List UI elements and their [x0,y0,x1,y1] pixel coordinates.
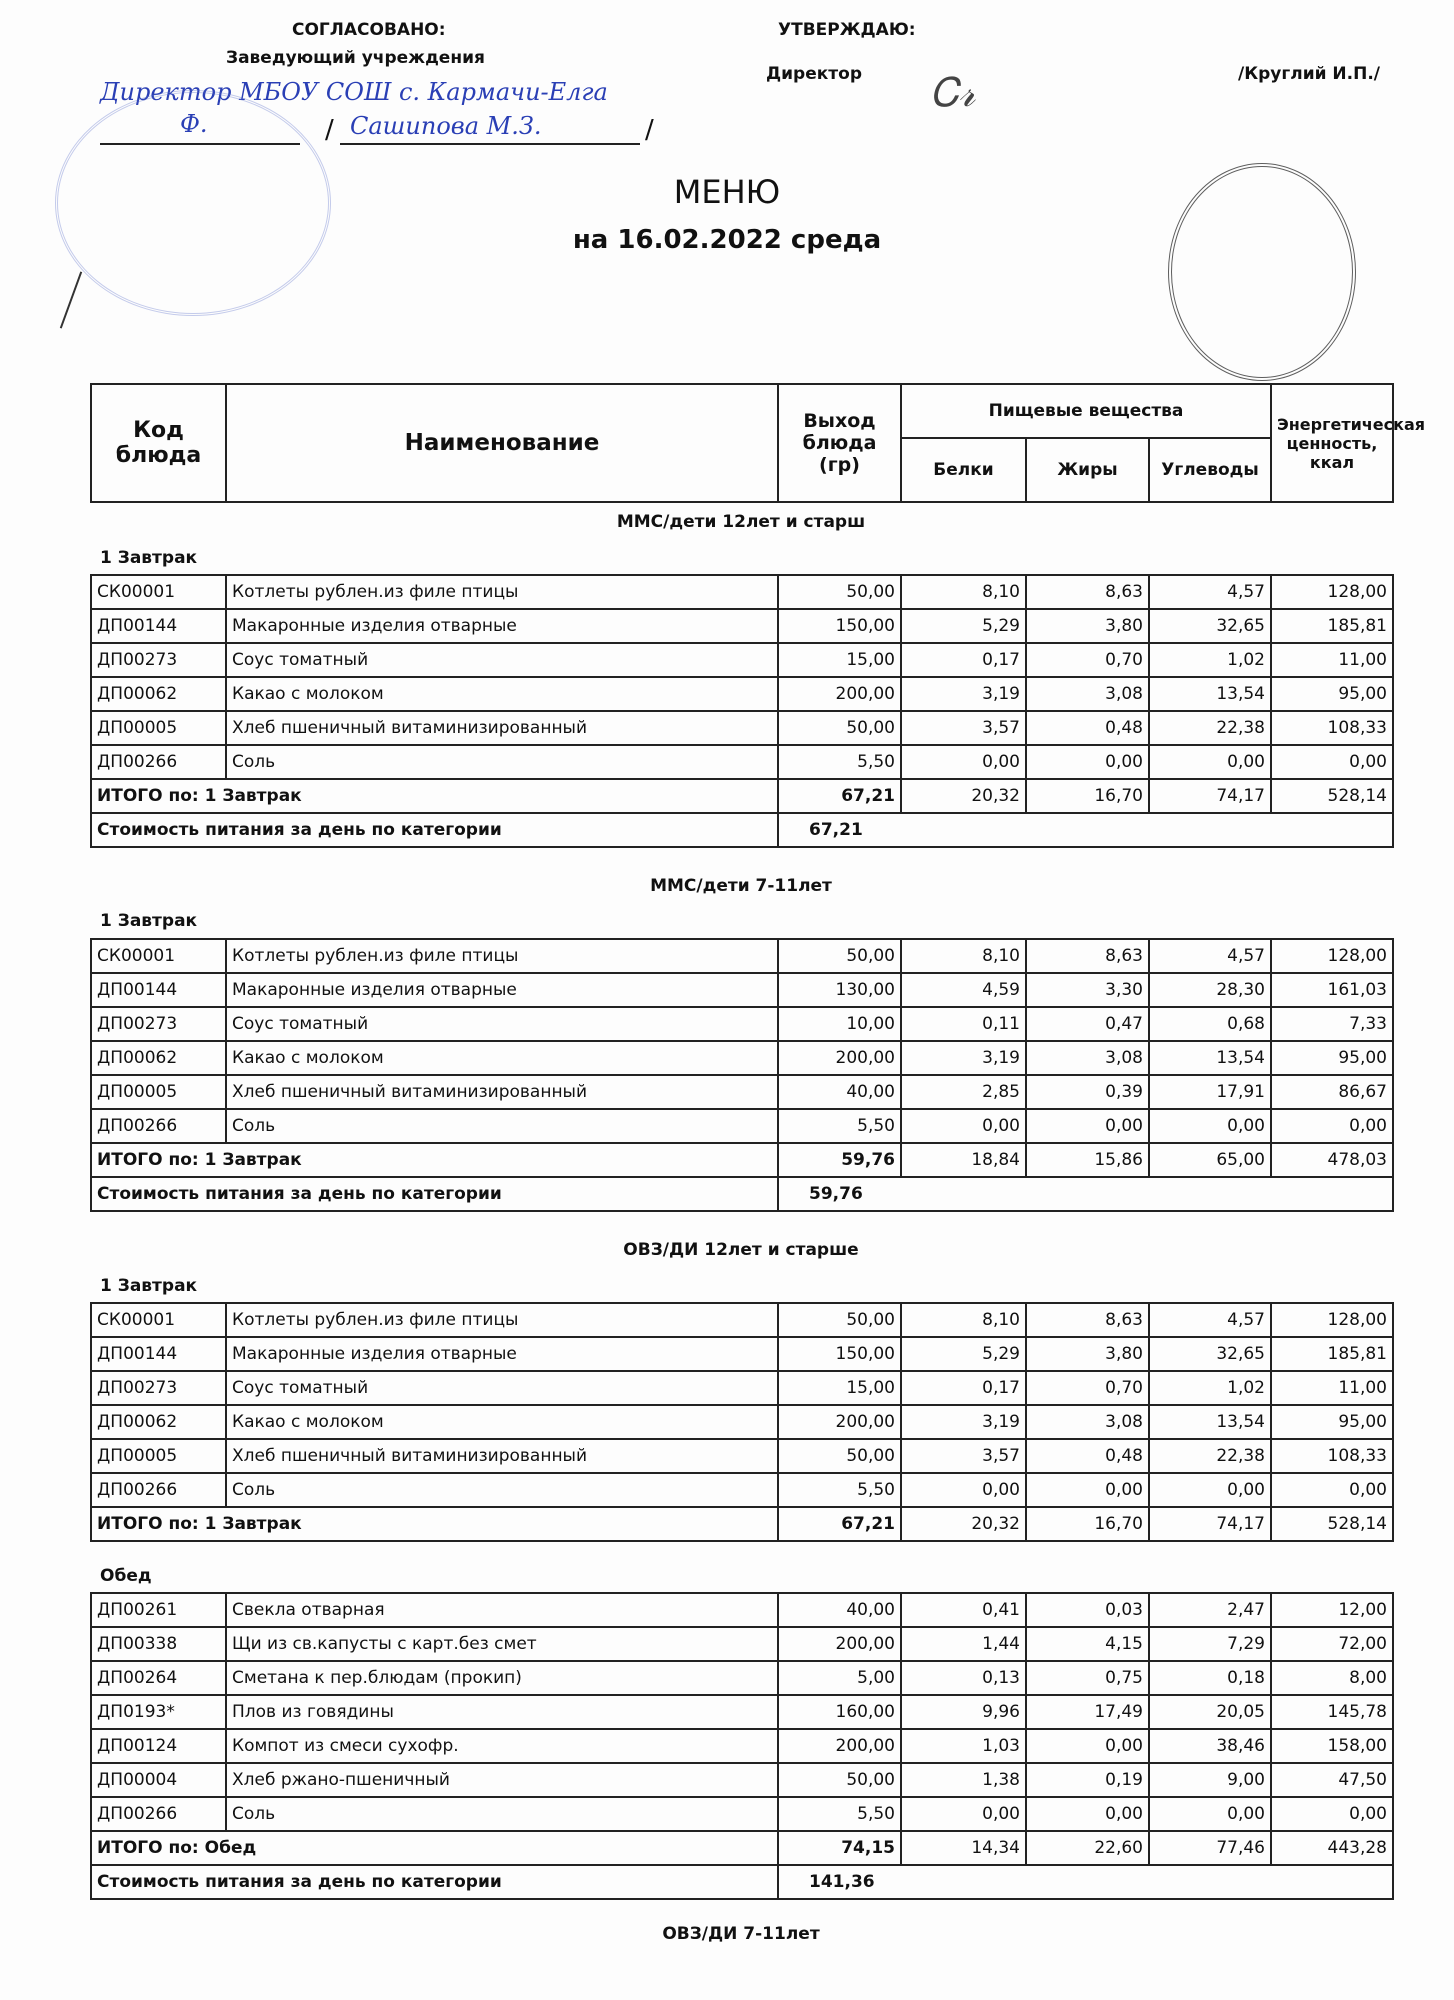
cell-proteins: 1,44 [901,1627,1026,1661]
cell-name: Котлеты рублен.из филе птицы [226,1303,778,1337]
table-row [91,1763,1393,1797]
cell-carbs: 0,00 [1149,1797,1271,1831]
cell-code: СК00001 [91,575,226,609]
cell-proteins: 1,03 [901,1729,1026,1763]
cell-yield: 200,00 [778,677,901,711]
cell-yield: 5,00 [778,1661,901,1695]
cell-carbs: 1,02 [1149,1371,1271,1405]
cell-carbs: 13,54 [1149,1405,1271,1439]
cell-code: ДП00266 [91,1473,226,1507]
cell-fats: 3,08 [1026,1405,1149,1439]
cell-proteins: 1,38 [901,1763,1026,1797]
total-energy: 528,14 [1271,1507,1393,1541]
table-row [91,1109,1393,1143]
cell-name: Хлеб ржано-пшеничный [226,1763,778,1797]
total-carbs: 65,00 [1149,1143,1271,1177]
cell-yield: 150,00 [778,1337,901,1371]
table-row [91,973,1393,1007]
cell-name: Какао с молоком [226,677,778,711]
cell-fats: 0,00 [1026,1473,1149,1507]
cell-proteins: 4,59 [901,973,1026,1007]
total-row [91,779,1393,813]
cell-energy: 72,00 [1271,1627,1393,1661]
cell-proteins: 0,41 [901,1593,1026,1627]
cell-name: Соус томатный [226,1007,778,1041]
table-row [91,1627,1393,1661]
slash-stroke [60,271,82,328]
table-row [91,1405,1393,1439]
cell-fats: 8,63 [1026,575,1149,609]
total-row [91,1831,1393,1865]
cost-label: Стоимость питания за день по категории [91,813,778,847]
cell-yield: 200,00 [778,1729,901,1763]
cell-code: ДП00261 [91,1593,226,1627]
cell-carbs: 22,38 [1149,1439,1271,1473]
approval-heading-left: СОГЛАСОВАНО: [292,20,446,40]
cell-yield: 200,00 [778,1627,901,1661]
cell-fats: 17,49 [1026,1695,1149,1729]
cell-name: Соус томатный [226,643,778,677]
cell-proteins: 0,00 [901,1109,1026,1143]
cell-proteins: 8,10 [901,1303,1026,1337]
cell-carbs: 22,38 [1149,711,1271,745]
cell-fats: 8,63 [1026,939,1149,973]
cost-row [91,1865,1393,1899]
meal-title: 1 Завтрак [100,911,198,931]
cell-energy: 0,00 [1271,745,1393,779]
cell-name: Хлеб пшеничный витаминизированный [226,711,778,745]
cell-proteins: 0,17 [901,643,1026,677]
table-body [91,1303,1393,1541]
col-name: Наименование [226,384,778,502]
cell-fats: 3,08 [1026,1041,1149,1075]
cell-fats: 0,70 [1026,643,1149,677]
cell-fats: 0,47 [1026,1007,1149,1041]
menu-table [90,1302,1394,1542]
approval-heading-right: УТВЕРЖДАЮ: [778,20,916,40]
signature-left: Ф. [180,110,208,138]
cell-energy: 185,81 [1271,1337,1393,1371]
cell-yield: 5,50 [778,745,901,779]
cell-yield: 150,00 [778,609,901,643]
cell-yield: 40,00 [778,1593,901,1627]
cost-label: Стоимость питания за день по категории [91,1865,778,1899]
table-body [91,939,1393,1211]
cell-fats: 0,19 [1026,1763,1149,1797]
cell-energy: 128,00 [1271,939,1393,973]
cost-value: 59,76 [778,1177,1393,1211]
cell-code: ДП00124 [91,1729,226,1763]
meal-title: 1 Завтрак [100,548,198,568]
cell-proteins: 3,57 [901,711,1026,745]
cell-proteins: 8,10 [901,575,1026,609]
cell-code: ДП00062 [91,1041,226,1075]
cost-value: 141,36 [778,1865,1393,1899]
cell-energy: 128,00 [1271,1303,1393,1337]
cell-energy: 161,03 [1271,973,1393,1007]
cell-yield: 5,50 [778,1109,901,1143]
cell-carbs: 4,57 [1149,575,1271,609]
cell-energy: 185,81 [1271,609,1393,643]
page-title: МЕНЮ [673,173,781,211]
cell-name: Свекла отварная [226,1593,778,1627]
cost-value: 67,21 [778,813,1393,847]
cell-name: Компот из смеси сухофр. [226,1729,778,1763]
total-carbs: 74,17 [1149,1507,1271,1541]
category-title: ММС/дети 12лет и старш [616,512,866,532]
cell-carbs: 0,00 [1149,745,1271,779]
slash-left-1: / [325,115,334,145]
cell-yield: 15,00 [778,1371,901,1405]
cell-carbs: 20,05 [1149,1695,1271,1729]
col-nutrients: Пищевые вещества [901,384,1271,438]
table-row [91,1337,1393,1371]
category-title: ОВЗ/ДИ 12лет и старше [623,1240,859,1260]
cell-energy: 128,00 [1271,575,1393,609]
total-carbs: 74,17 [1149,779,1271,813]
col-fats: Жиры [1026,438,1149,502]
cell-code: ДП00266 [91,1109,226,1143]
cell-name: Сметана к пер.блюдам (прокип) [226,1661,778,1695]
approval-role-right: Директор [766,64,862,84]
cell-proteins: 3,19 [901,1041,1026,1075]
cell-energy: 0,00 [1271,1109,1393,1143]
cell-energy: 86,67 [1271,1075,1393,1109]
cell-energy: 11,00 [1271,1371,1393,1405]
cell-energy: 0,00 [1271,1797,1393,1831]
cell-proteins: 3,19 [901,1405,1026,1439]
cell-name: Котлеты рублен.из филе птицы [226,939,778,973]
table-row [91,643,1393,677]
cell-carbs: 2,47 [1149,1593,1271,1627]
cell-carbs: 13,54 [1149,677,1271,711]
cell-code: ДП0193* [91,1695,226,1729]
cell-energy: 145,78 [1271,1695,1393,1729]
cell-carbs: 9,00 [1149,1763,1271,1797]
cost-row [91,813,1393,847]
approval-role-left: Заведующий учреждения [226,48,485,68]
table-row [91,1075,1393,1109]
menu-table [90,1592,1394,1900]
cell-carbs: 4,57 [1149,939,1271,973]
cell-proteins: 5,29 [901,1337,1026,1371]
total-yield: 74,15 [778,1831,901,1865]
cell-yield: 15,00 [778,643,901,677]
total-proteins: 14,34 [901,1831,1026,1865]
cell-code: ДП00062 [91,1405,226,1439]
col-carbs: Углеводы [1149,438,1271,502]
cell-proteins: 0,11 [901,1007,1026,1041]
cell-carbs: 32,65 [1149,609,1271,643]
table-row [91,575,1393,609]
total-label: ИТОГО по: 1 Завтрак [91,1507,778,1541]
cell-code: СК00001 [91,939,226,973]
cell-carbs: 4,57 [1149,1303,1271,1337]
cell-name: Соль [226,1797,778,1831]
cell-name: Соль [226,745,778,779]
col-yield: Выход блюда (гр) [778,384,901,502]
cell-yield: 160,00 [778,1695,901,1729]
cell-name: Какао с молоком [226,1041,778,1075]
col-proteins: Белки [901,438,1026,502]
signature-right: Ꮯ𝓇 [930,70,976,116]
cell-name: Щи из св.капусты с карт.без смет [226,1627,778,1661]
table-row [91,1593,1393,1627]
cell-fats: 0,00 [1026,745,1149,779]
cell-name: Макаронные изделия отварные [226,973,778,1007]
cell-fats: 4,15 [1026,1627,1149,1661]
table-row [91,1473,1393,1507]
cost-row [91,1177,1393,1211]
cell-yield: 50,00 [778,575,901,609]
cell-code: ДП00266 [91,745,226,779]
cell-carbs: 1,02 [1149,643,1271,677]
total-yield: 59,76 [778,1143,901,1177]
cell-carbs: 32,65 [1149,1337,1271,1371]
cell-proteins: 9,96 [901,1695,1026,1729]
cell-name: Какао с молоком [226,1405,778,1439]
table-row [91,677,1393,711]
cell-yield: 10,00 [778,1007,901,1041]
table-row [91,1041,1393,1075]
cell-fats: 3,80 [1026,609,1149,643]
cell-fats: 0,00 [1026,1797,1149,1831]
cell-proteins: 3,19 [901,677,1026,711]
cell-name: Котлеты рублен.из филе птицы [226,575,778,609]
cell-code: ДП00273 [91,643,226,677]
cell-energy: 47,50 [1271,1763,1393,1797]
cell-proteins: 8,10 [901,939,1026,973]
cell-energy: 95,00 [1271,1405,1393,1439]
cell-carbs: 0,00 [1149,1473,1271,1507]
cell-proteins: 0,17 [901,1371,1026,1405]
total-label: ИТОГО по: 1 Завтрак [91,779,778,813]
category-title: ММС/дети 7-11лет [650,876,832,896]
total-fats: 15,86 [1026,1143,1149,1177]
cell-carbs: 17,91 [1149,1075,1271,1109]
cell-code: ДП00264 [91,1661,226,1695]
cell-energy: 0,00 [1271,1473,1393,1507]
table-row [91,1797,1393,1831]
table-row [91,1439,1393,1473]
cell-carbs: 0,68 [1149,1007,1271,1041]
total-carbs: 77,46 [1149,1831,1271,1865]
signature-line-name [340,143,640,145]
cell-yield: 130,00 [778,973,901,1007]
total-energy: 443,28 [1271,1831,1393,1865]
cell-energy: 11,00 [1271,643,1393,677]
table-row [91,745,1393,779]
total-yield: 67,21 [778,1507,901,1541]
cell-code: ДП00004 [91,1763,226,1797]
page-subtitle: на 16.02.2022 среда [572,225,882,255]
cell-carbs: 13,54 [1149,1041,1271,1075]
cell-proteins: 0,13 [901,1661,1026,1695]
cell-yield: 5,50 [778,1797,901,1831]
handwritten-role: Директор МБОУ СОШ с. Кармачи-Елга [100,78,608,106]
total-energy: 478,03 [1271,1143,1393,1177]
cell-energy: 8,00 [1271,1661,1393,1695]
category-title: ОВЗ/ДИ 7-11лет [662,1924,820,1944]
cell-fats: 0,00 [1026,1729,1149,1763]
total-row [91,1507,1393,1541]
meal-title: 1 Завтрак [100,1276,198,1296]
cell-yield: 50,00 [778,1439,901,1473]
cell-code: ДП00005 [91,1439,226,1473]
cell-proteins: 0,00 [901,1473,1026,1507]
cell-yield: 5,50 [778,1473,901,1507]
total-proteins: 18,84 [901,1143,1026,1177]
cell-name: Макаронные изделия отварные [226,609,778,643]
cell-code: СК00001 [91,1303,226,1337]
cell-code: ДП00144 [91,609,226,643]
cell-carbs: 7,29 [1149,1627,1271,1661]
cell-code: ДП00144 [91,973,226,1007]
table-row [91,1303,1393,1337]
cell-code: ДП00338 [91,1627,226,1661]
cell-code: ДП00062 [91,677,226,711]
table-body [91,575,1393,847]
cell-fats: 0,00 [1026,1109,1149,1143]
col-code: Код блюда [91,384,226,502]
cell-energy: 108,33 [1271,711,1393,745]
cell-yield: 40,00 [778,1075,901,1109]
cell-yield: 50,00 [778,1763,901,1797]
cell-carbs: 28,30 [1149,973,1271,1007]
total-energy: 528,14 [1271,779,1393,813]
cell-yield: 50,00 [778,1303,901,1337]
cell-yield: 50,00 [778,711,901,745]
cell-proteins: 2,85 [901,1075,1026,1109]
cell-code: ДП00273 [91,1007,226,1041]
menu-table [90,574,1394,848]
cell-fats: 3,08 [1026,677,1149,711]
cell-yield: 50,00 [778,939,901,973]
menu-table [90,938,1394,1212]
cell-name: Хлеб пшеничный витаминизированный [226,1075,778,1109]
table-row [91,711,1393,745]
cell-fats: 3,30 [1026,973,1149,1007]
cell-name: Соус томатный [226,1371,778,1405]
total-label: ИТОГО по: Обед [91,1831,778,1865]
cell-fats: 0,70 [1026,1371,1149,1405]
cell-code: ДП00005 [91,1075,226,1109]
cell-name: Соль [226,1473,778,1507]
cell-energy: 108,33 [1271,1439,1393,1473]
cell-proteins: 3,57 [901,1439,1026,1473]
cell-code: ДП00005 [91,711,226,745]
cell-name: Макаронные изделия отварные [226,1337,778,1371]
cell-fats: 0,48 [1026,1439,1149,1473]
cell-energy: 158,00 [1271,1729,1393,1763]
total-fats: 16,70 [1026,779,1149,813]
cell-proteins: 0,00 [901,1797,1026,1831]
signature-name-left: Сашипова М.З. [350,112,542,140]
cell-energy: 95,00 [1271,677,1393,711]
cell-carbs: 0,00 [1149,1109,1271,1143]
total-row [91,1143,1393,1177]
table-row [91,1007,1393,1041]
total-yield: 67,21 [778,779,901,813]
slash-left-2: / [645,115,654,145]
cell-name: Хлеб пшеничный витаминизированный [226,1439,778,1473]
table-row [91,1661,1393,1695]
table-body [91,1593,1393,1899]
cell-name: Соль [226,1109,778,1143]
cell-energy: 7,33 [1271,1007,1393,1041]
cell-carbs: 38,46 [1149,1729,1271,1763]
cell-fats: 8,63 [1026,1303,1149,1337]
total-fats: 22,60 [1026,1831,1149,1865]
cell-yield: 200,00 [778,1405,901,1439]
cell-energy: 95,00 [1271,1041,1393,1075]
col-energy: Энергетическая ценность, ккал [1271,384,1393,502]
cell-code: ДП00266 [91,1797,226,1831]
approver-name: /Круглий И.П./ [1238,64,1381,84]
cell-code: ДП00144 [91,1337,226,1371]
cell-fats: 0,39 [1026,1075,1149,1109]
total-label: ИТОГО по: 1 Завтрак [91,1143,778,1177]
cell-fats: 0,03 [1026,1593,1149,1627]
cell-code: ДП00273 [91,1371,226,1405]
table-row [91,939,1393,973]
cell-proteins: 5,29 [901,609,1026,643]
cell-energy: 12,00 [1271,1593,1393,1627]
total-proteins: 20,32 [901,1507,1026,1541]
menu-table-header [90,383,1426,503]
cell-fats: 0,75 [1026,1661,1149,1695]
meal-title: Обед [100,1566,152,1586]
cell-name: Плов из говядины [226,1695,778,1729]
cell-proteins: 0,00 [901,745,1026,779]
table-row [91,1371,1393,1405]
table-row [91,1695,1393,1729]
cell-carbs: 0,18 [1149,1661,1271,1695]
cell-yield: 200,00 [778,1041,901,1075]
total-proteins: 20,32 [901,779,1026,813]
cost-label: Стоимость питания за день по категории [91,1177,778,1211]
cell-fats: 3,80 [1026,1337,1149,1371]
table-row [91,609,1393,643]
cell-fats: 0,48 [1026,711,1149,745]
total-fats: 16,70 [1026,1507,1149,1541]
table-row [91,1729,1393,1763]
